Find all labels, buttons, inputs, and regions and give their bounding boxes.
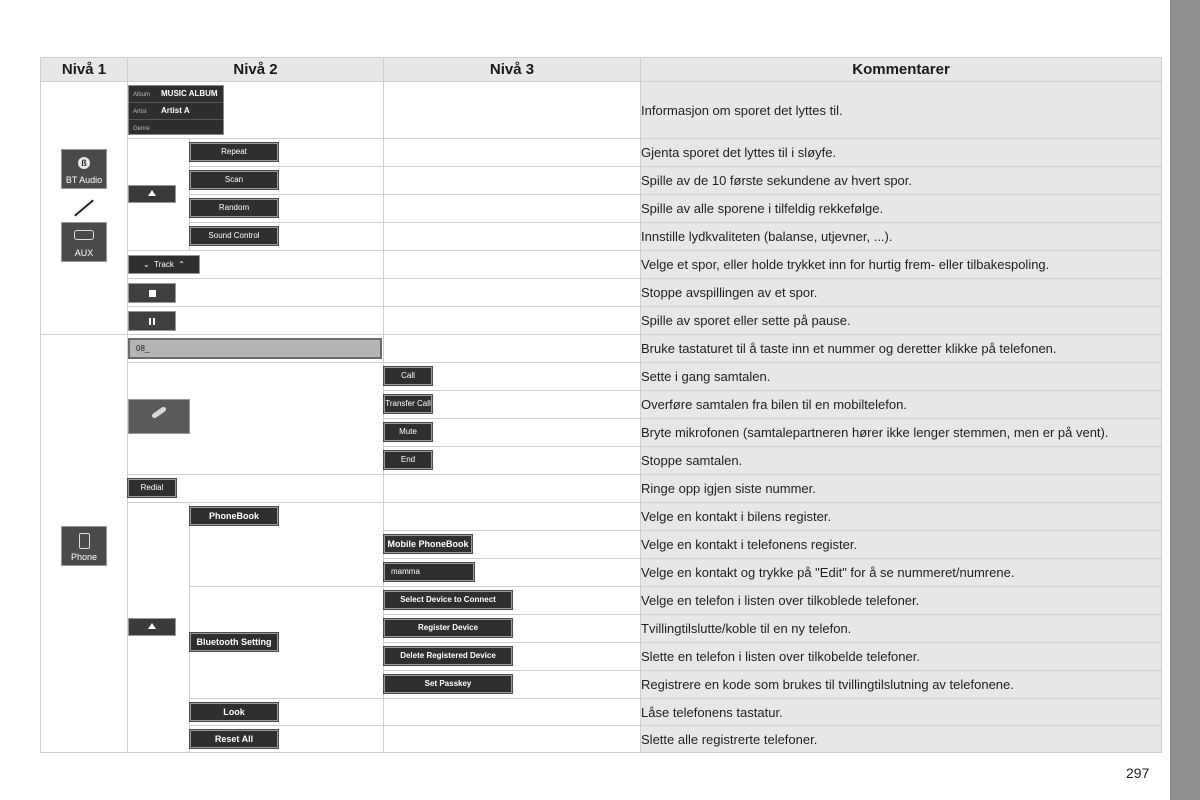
track-label: Track: [154, 260, 174, 269]
up-arrow-icon: [148, 190, 156, 196]
phone-mode-button[interactable]: [61, 526, 107, 566]
album-key: Album: [133, 92, 151, 98]
reset-all-button[interactable]: Reset All: [190, 730, 278, 748]
side-tab: [1170, 0, 1200, 800]
table-row: [41, 82, 1162, 139]
artist-value: Artist A: [161, 106, 190, 115]
comment-text: Velge et spor, eller holde trykket inn for hurtig frem- eller tilbakespoling.: [641, 251, 1162, 279]
table-row: [41, 503, 1162, 531]
phone-icon: [79, 533, 90, 549]
mobile-phonebook-button[interactable]: Mobile PhoneBook: [384, 535, 472, 553]
stop-button[interactable]: [128, 283, 176, 303]
aux-mode-button[interactable]: [61, 222, 107, 262]
end-button[interactable]: End: [384, 451, 432, 469]
table-row: [41, 251, 1162, 279]
contact-mamma-button[interactable]: mamma: [384, 563, 474, 581]
comment-text: Velge en kontakt i telefonens register.: [641, 531, 1162, 559]
table-row: [41, 335, 1162, 363]
comment-text: Spille av sporet eller sette på pause.: [641, 307, 1162, 335]
table-row: [41, 475, 1162, 503]
bt-audio-mode-button[interactable]: [61, 149, 107, 189]
genre-key: Genre: [133, 126, 150, 132]
comment-text: Spille av de 10 første sekundene av hvert spor.: [641, 167, 1162, 195]
comment-text: Tvillingtilslutte/koble til en ny telefon.: [641, 615, 1162, 643]
bluetooth-icon: ß: [78, 157, 90, 169]
comment-text: Velge en telefon i listen over tilkoblede telefoner.: [641, 587, 1162, 615]
number-input-field[interactable]: 08_: [128, 338, 382, 359]
comment-text: Ringe opp igjen siste nummer.: [641, 475, 1162, 503]
table-row: [41, 223, 1162, 251]
comment-text: Slette alle registrerte telefoner.: [641, 726, 1162, 753]
comment-text: Stoppe avspillingen av et spor.: [641, 279, 1162, 307]
track-info-display: [128, 85, 224, 135]
up-arrow-icon: [148, 623, 156, 629]
level1-phone-cell: [41, 335, 128, 753]
table-row: [41, 699, 1162, 726]
register-device-button[interactable]: Register Device: [384, 619, 512, 637]
level1-audio-cell: [41, 82, 128, 335]
select-device-button[interactable]: Select Device to Connect: [384, 591, 512, 609]
comment-text: Velge en kontakt i bilens register.: [641, 503, 1162, 531]
handset-button[interactable]: [128, 399, 190, 434]
comment-text: Informasjon om sporet det lyttes til.: [641, 82, 1162, 139]
comment-text: Slette en telefon i listen over tilkobelde telefoner.: [641, 643, 1162, 671]
comment-text: Låse telefonens tastatur.: [641, 699, 1162, 726]
table-row: [41, 167, 1162, 195]
comment-text: Bruke tastaturet til å taste inn et nummer og deretter klikke på telefonen.: [641, 335, 1162, 363]
comment-text: Gjenta sporet det lyttes til i sløyfe.: [641, 139, 1162, 167]
comment-text: Stoppe samtalen.: [641, 447, 1162, 475]
comment-text: Bryte mikrofonen (samtalepartneren hører ikke lenger stemmen, men er på vent).: [641, 419, 1162, 447]
stop-icon: [149, 290, 156, 297]
bluetooth-setting-button[interactable]: Bluetooth Setting: [190, 633, 278, 651]
bt-audio-label: BT Audio: [65, 175, 103, 185]
artist-key: Artist: [133, 109, 147, 115]
table-row: [41, 363, 1162, 391]
delete-registered-device-button[interactable]: Delete Registered Device: [384, 647, 512, 665]
track-button[interactable]: [128, 255, 200, 274]
page-number: 297: [1126, 765, 1150, 781]
aux-label: AUX: [74, 248, 94, 258]
pause-icon: [149, 318, 155, 325]
chevron-up-icon: ⌃: [178, 260, 185, 269]
comment-text: Overføre samtalen fra bilen til en mobiltelefon.: [641, 391, 1162, 419]
call-button[interactable]: Call: [384, 367, 432, 385]
header-comments: Kommentarer: [641, 58, 1162, 82]
comment-text: Velge en kontakt og trykke på "Edit" for å se nummeret/numrene.: [641, 559, 1162, 587]
menu-guide-table: [40, 57, 1162, 753]
album-value: MUSIC ALBUM: [161, 89, 218, 98]
table-row: [41, 587, 1162, 615]
phone-label: Phone: [70, 552, 98, 562]
set-passkey-button[interactable]: Set Passkey: [384, 675, 512, 693]
header-level-2: Nivå 2: [128, 58, 384, 82]
comment-text: Registrere en kode som brukes til tvillingtilslutning av telefonene.: [641, 671, 1162, 699]
lock-button[interactable]: Look: [190, 703, 278, 721]
comment-text: Spille av alle sporene i tilfeldig rekkefølge.: [641, 195, 1162, 223]
repeat-button[interactable]: Repeat: [190, 143, 278, 161]
redial-button[interactable]: Redial: [128, 479, 176, 497]
comment-text: Sette i gang samtalen.: [641, 363, 1162, 391]
handset-icon: [151, 405, 167, 418]
scan-button[interactable]: Scan: [190, 171, 278, 189]
phone-options-up-button[interactable]: [128, 618, 176, 636]
random-button[interactable]: Random: [190, 199, 278, 217]
phonebook-button[interactable]: PhoneBook: [190, 507, 278, 525]
options-up-button[interactable]: [128, 185, 176, 203]
header-level-1: Nivå 1: [41, 58, 128, 82]
table-header-row: [41, 58, 1162, 82]
comment-text: Innstille lydkvaliteten (balanse, utjevner, ...).: [641, 223, 1162, 251]
sound-control-button[interactable]: Sound Control: [190, 227, 278, 245]
transfer-call-button[interactable]: Transfer Call: [384, 395, 432, 413]
slash-separator: [74, 200, 94, 217]
table-row: [41, 139, 1162, 167]
pause-button[interactable]: [128, 311, 176, 331]
chevron-down-icon: ⌄: [142, 260, 150, 269]
table-row: [41, 195, 1162, 223]
header-level-3: Nivå 3: [384, 58, 641, 82]
table-row: [41, 307, 1162, 335]
aux-cable-icon: [74, 230, 94, 240]
table-row: [41, 726, 1162, 753]
table-row: [41, 279, 1162, 307]
mute-button[interactable]: Mute: [384, 423, 432, 441]
